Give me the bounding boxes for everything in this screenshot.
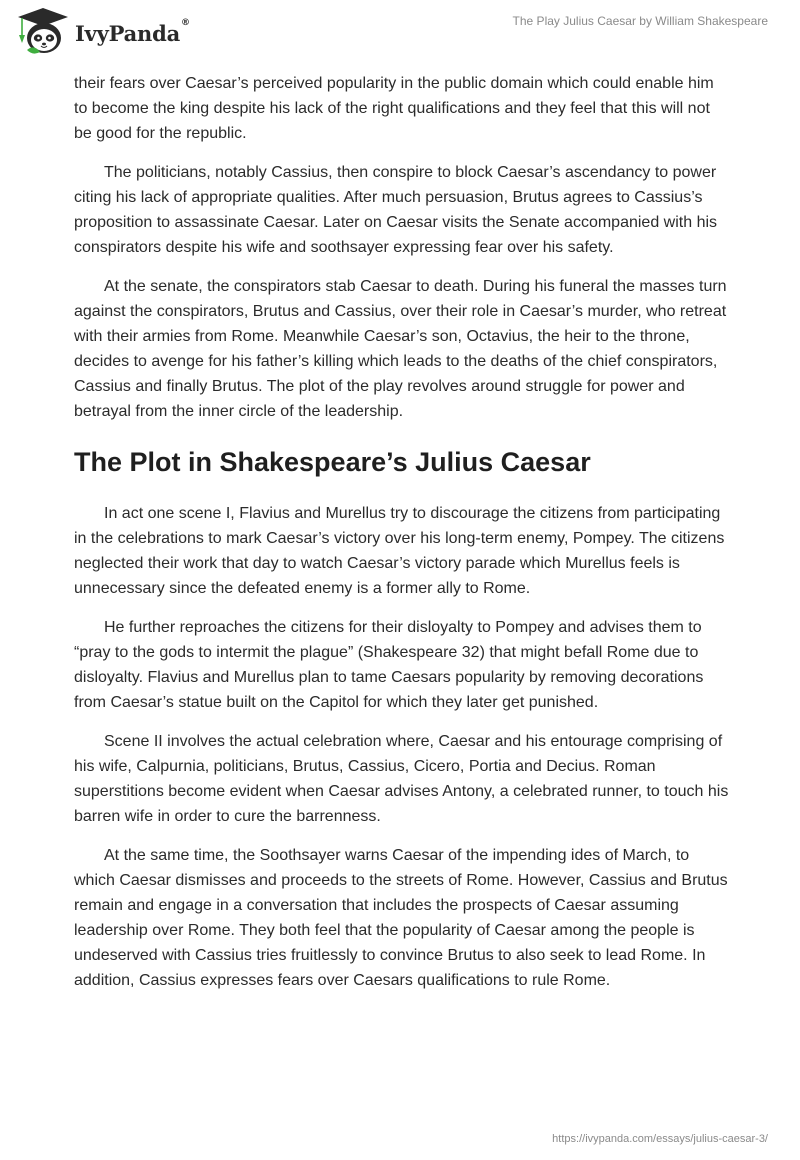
paragraph: Scene II involves the actual celebration where, Caesar and his entourage comprising of his wife, Calpurnia, politicians, Brutus, Cassius, Cicero, Portia and Decius. Roman superstitions become evident when Caesar advises Antony, a celebrated runner, to touch his barren wife in order to cure the barrenness. [74, 733, 729, 825]
section-heading: The Plot in Shakespeare’s Julius Caesar [74, 447, 591, 477]
page-header [0, 0, 800, 70]
source-url-link[interactable]: https://ivypanda.com/essays/julius-caesar-3/ [552, 1133, 768, 1145]
registered-mark: ® [181, 17, 190, 28]
document-title: The Play Julius Caesar by William Shakespeare [512, 14, 768, 28]
panda-graduate-icon [14, 6, 72, 58]
paragraph: their fears over Caesar’s perceived popularity in the public domain which could enable him to become the king despite his lack of the right qualifications and they feel that this will not be good for the republic. [74, 75, 714, 142]
paragraph: The politicians, notably Cassius, then conspire to block Caesar’s ascendancy to power citing his lack of appropriate qualities. After much persuasion, Brutus agrees to Cassius’s proposition to assassinate Caesar. Later on Caesar visits the Senate accompanied with his conspirators despite his wife and soothsayer expressing fear over his safety. [74, 164, 718, 256]
paragraph: He further reproaches the citizens for their disloyalty to Pompey and advises them to “pray to the gods to intermit the plague” (Shakespeare 32) that might befall Rome due to disloyalty. Flavius and Murellus plan to tame Caesars popularity by removing decorations from Caesar’s statue built on the Capitol for which they later get punished. [74, 619, 704, 711]
paragraph: In act one scene I, Flavius and Murellus try to discourage the citizens from participating in the celebrations to mark Caesar’s victory over his long-term enemy, Pompey. The citizens neglected their work that day to watch Caesar’s victory parade which Murellus feels is unnecessary since the defeated enemy is a former ally to Rome. [74, 505, 725, 597]
brand-name: IvyPanda® [75, 17, 190, 46]
essay-content [74, 71, 730, 1007]
paragraph: At the same time, the Soothsayer warns Caesar of the impending ides of March, to which Caesar dismisses and proceeds to the streets of Rome. However, Cassius and Brutus remain and engage in a conversation that includes the prospects of Caesar assuming leadership over Rome. They both feel that the popularity of Caesar among the people is undeserved with Cassius tries fruitlessly to convince Brutus to also seek to lead Rome. In addition, Cassius expresses fears over Caesars qualifications to rule Rome. [74, 847, 728, 989]
paragraph: At the senate, the conspirators stab Caesar to death. During his funeral the masses turn against the conspirators, Brutus and Cassius, over their role in Caesar’s murder, who retreat with their armies from Rome. Meanwhile Caesar’s son, Octavius, the heir to the throne, decides to avenge for his father’s killing which leads to the deaths of the chief conspirators, Cassius and finally Brutus. The plot of the play revolves around struggle for power and betrayal from the inner circle of the leadership. [74, 278, 727, 420]
brand-logo[interactable] [14, 6, 190, 58]
